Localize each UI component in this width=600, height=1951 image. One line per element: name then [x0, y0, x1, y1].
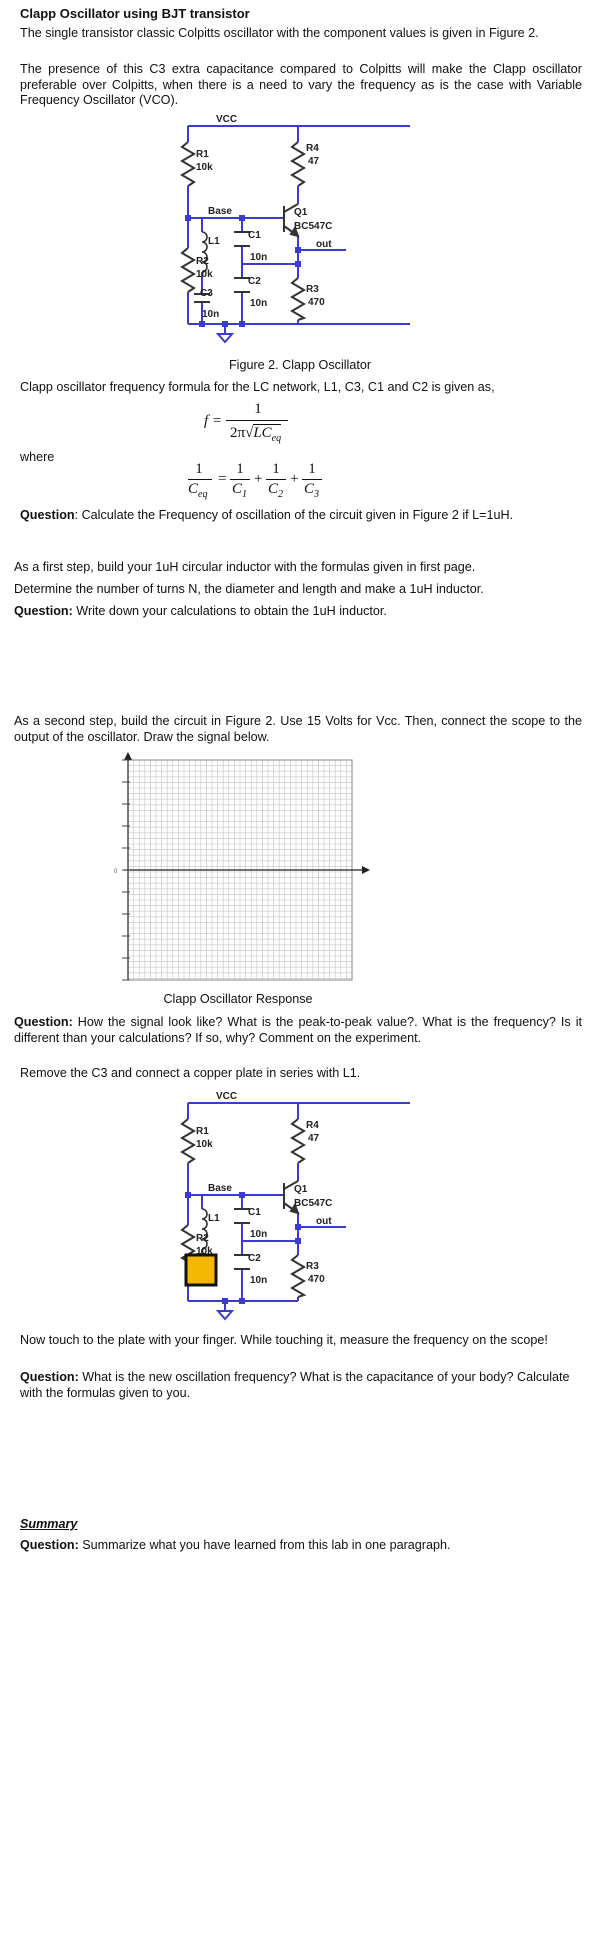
c3-value: 10n [202, 309, 220, 320]
response-caption: Clapp Oscillator Response [163, 992, 313, 1006]
c2-label: C2 [248, 1253, 261, 1264]
intro-paragraph-2: The presence of this C3 extra capacitance compared to Colpitts will make the Clapp oscillator preferable over Colpitts, when there is a need to vary the frequency as is the case with Variable Frequency Oscillator (VCO). [20, 62, 582, 108]
r4-label: R4 [306, 1120, 319, 1131]
step1-line-a: As a first step, build your 1uH circular inductor with the formulas given in first page. [14, 560, 476, 574]
formula-ceq: 1 $C_{eq}$ = 1 $C_1$ + 1 $C_2$ + 1 $C_3$ [188, 460, 428, 500]
c3-label: C3 [200, 288, 213, 299]
r4-value: 47 [308, 1133, 320, 1144]
r1-label: R1 [196, 149, 209, 160]
r3-label: R3 [306, 1261, 319, 1272]
clapp-circuit-plate-figure [150, 1089, 450, 1329]
page-title: Clapp Oscillator using BJT transistor [20, 6, 250, 21]
touch-instruction: Now touch to the plate with your finger. While touching it, measure the frequency on the scope! [20, 1333, 548, 1347]
question-signal: Question: How the signal look like? What is the peak-to-peak value?. What is the frequency? Is it different than your calculations? If so, why? Comment on the experiment. [14, 1015, 582, 1045]
question-body-capacitance: Question: What is the new oscillation frequency? What is the capacitance of your body? Calculate with the formulas given to you. [20, 1370, 570, 1400]
r3-label: R3 [306, 284, 319, 295]
figure-caption: Figure 2. Clapp Oscillator [228, 358, 372, 372]
intro-paragraph-1: The single transistor classic Colpitts oscillator with the component values is given in Figure 2. [20, 26, 539, 40]
vcc-label: VCC [216, 114, 238, 125]
c2-value: 10n [250, 298, 268, 309]
fraction-bar [226, 420, 288, 421]
r2-value: 10k [196, 1246, 213, 1257]
x-axis-arrow-icon [362, 866, 370, 874]
out-label: out [316, 1216, 332, 1227]
where-label: where [20, 450, 55, 464]
out-label: out [316, 239, 332, 250]
ground-icon [218, 1311, 232, 1319]
y-axis-arrow-icon [124, 752, 132, 760]
c1-value: 10n [250, 1229, 268, 1240]
q1-label: Q1 [294, 207, 308, 218]
question-inductor: Question: Write down your calculations to obtain the 1uH inductor. [14, 604, 387, 618]
r3-value: 470 [308, 1274, 325, 1285]
question-frequency: Question: Calculate the Frequency of oscillation of the circuit given in Figure 2 if L=1uH. [20, 508, 514, 522]
c2-label: C2 [248, 276, 261, 287]
oscilloscope-grid [110, 752, 372, 984]
q1-part: BC547C [294, 1198, 333, 1209]
r1-value: 10k [196, 1139, 213, 1150]
formula-f-denominator: $2\pi√LC_{eq}$ [230, 425, 282, 444]
c1-value: 10n [250, 252, 268, 263]
copper-plate [186, 1255, 216, 1285]
vcc-label: VCC [216, 1091, 238, 1102]
question-summary: Question: Summarize what you have learned from this lab in one paragraph. [20, 1538, 451, 1552]
step1-line-b: Determine the number of turns N, the diameter and length and make a 1uH inductor. [14, 582, 484, 596]
summary-heading: Summary [20, 1517, 78, 1531]
l1-label: L1 [208, 1213, 220, 1224]
c2-value: 10n [250, 1275, 268, 1286]
r2-value: 10k [196, 269, 213, 280]
base-label: Base [208, 1183, 232, 1194]
r4-label: R4 [306, 143, 319, 154]
r2-label: R2 [196, 256, 209, 267]
r3-value: 470 [308, 297, 325, 308]
r4-value: 47 [308, 156, 320, 167]
r2-label: R2 [196, 1233, 209, 1244]
formula-f-numerator: 1 [254, 401, 262, 417]
q1-label: Q1 [294, 1184, 308, 1195]
clapp-circuit-figure [150, 112, 450, 362]
base-label: Base [208, 206, 232, 217]
l1-label: L1 [208, 236, 220, 247]
formula-intro: Clapp oscillator frequency formula for the LC network, L1, C3, C1 and C2 is given as, [20, 380, 495, 394]
ground-icon [218, 334, 232, 342]
r1-value: 10k [196, 162, 213, 173]
c1-label: C1 [248, 1207, 261, 1218]
q1-part: BC547C [294, 221, 333, 232]
remove-c3-instruction: Remove the C3 and connect a copper plate in series with L1. [20, 1066, 361, 1080]
formula-f-lhs: f = [204, 413, 223, 429]
y-zero-label: 0 [114, 869, 118, 875]
step2-paragraph: As a second step, build the circuit in Figure 2. Use 15 Volts for Vcc. Then, connect the scope to the output of the oscillator. Draw the signal below. [14, 714, 582, 744]
r1-label: R1 [196, 1126, 209, 1137]
c1-label: C1 [248, 230, 261, 241]
